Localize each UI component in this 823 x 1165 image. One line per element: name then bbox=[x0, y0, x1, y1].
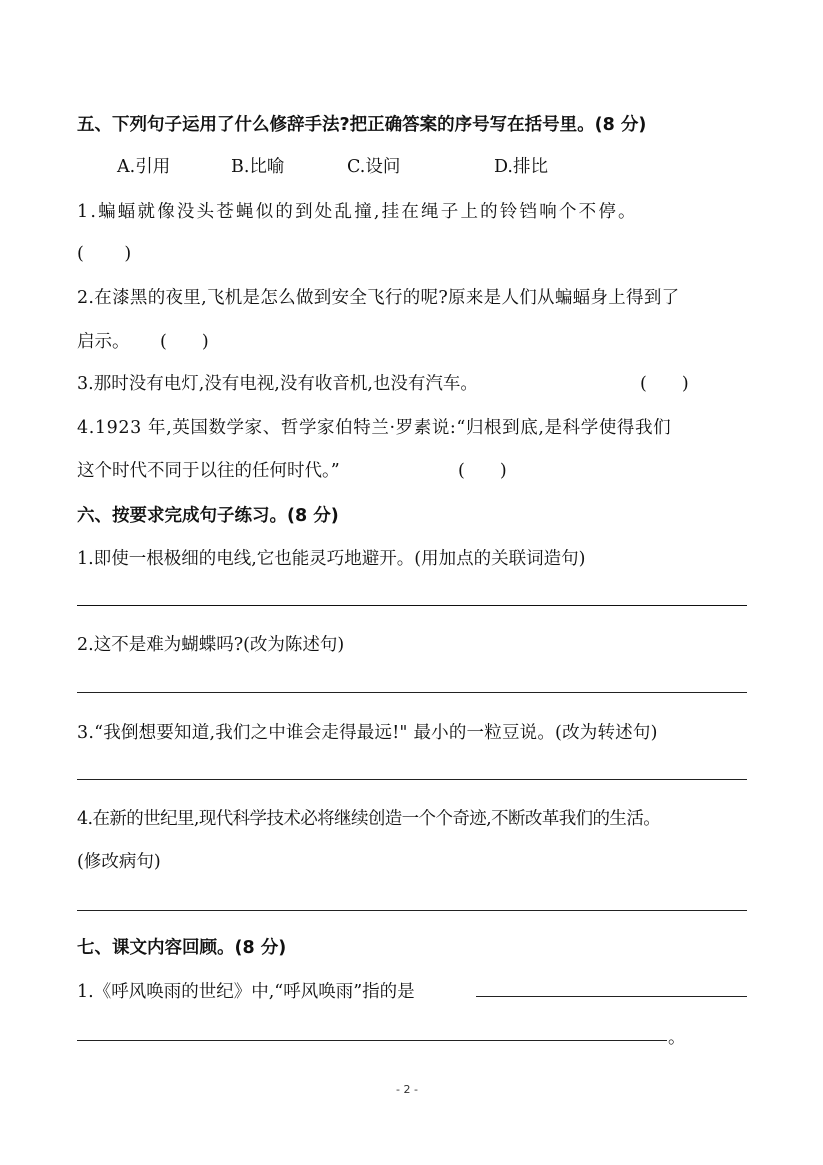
s5-question-1: 1.蝙蝠就像没头苍蝇似的到处乱撞,挂在绳子上的铃铛响个不停。 bbox=[77, 202, 638, 222]
s5-question-2-line2: 启示。 bbox=[77, 332, 130, 352]
s6-question-1: 1.即使一根极细的电线,它也能灵巧地避开。(用加点的关联词造句) bbox=[77, 549, 586, 569]
s5-q4-answer-blank[interactable]: ( ) bbox=[458, 461, 507, 481]
s6-q2-answer-line[interactable] bbox=[77, 692, 747, 693]
option-a: A.引用 bbox=[117, 157, 171, 177]
s5-q2-answer-blank[interactable]: ( ) bbox=[160, 332, 209, 352]
s6-question-4-line1: 4.在新的世纪里,现代科学技术必将继续创造一个个奇迹,不断改革我们的生活。 bbox=[77, 809, 661, 829]
s5-question-4-line1: 4.1923 年,英国数学家、哲学家伯特兰·罗素说:“归根到底,是科学使得我们 bbox=[77, 418, 672, 438]
s5-question-4-line2: 这个时代不同于以往的任何时代。” bbox=[77, 461, 340, 481]
section-6-heading: 六、按要求完成句子练习。(8 分) bbox=[77, 506, 339, 526]
s5-question-3: 3.那时没有电灯,没有电视,没有收音机,也没有汽车。 bbox=[77, 374, 478, 394]
section-5-heading: 五、下列句子运用了什么修辞手法?把正确答案的序号写在括号里。(8 分) bbox=[77, 115, 647, 135]
s6-question-3: 3.“我倒想要知道,我们之中谁会走得最远!" 最小的一粒豆说。(改为转述句) bbox=[77, 723, 658, 743]
s5-q1-answer-blank[interactable]: ( ) bbox=[77, 244, 132, 264]
s7-q1-answer-line-1[interactable] bbox=[476, 996, 747, 997]
s7-q1-answer-line-2[interactable] bbox=[77, 1040, 667, 1041]
s7-question-1: 1.《呼风唤雨的世纪》中,“呼风唤雨”指的是 bbox=[77, 982, 415, 1002]
option-b: B.比喻 bbox=[231, 157, 285, 177]
s6-q1-answer-line[interactable] bbox=[77, 605, 747, 606]
s6-q3-answer-line[interactable] bbox=[77, 779, 747, 780]
option-d: D.排比 bbox=[494, 157, 548, 177]
s6-question-4-line2: (修改病句) bbox=[77, 852, 161, 872]
s5-question-2-line1: 2.在漆黑的夜里,飞机是怎么做到安全飞行的呢?原来是人们从蝙蝠身上得到了 bbox=[77, 288, 680, 308]
s5-q3-answer-blank[interactable]: ( ) bbox=[640, 374, 689, 394]
s6-q4-answer-line[interactable] bbox=[77, 910, 747, 911]
s6-question-2: 2.这不是难为蝴蝶吗?(改为陈述句) bbox=[77, 635, 345, 655]
option-c: C.设问 bbox=[347, 157, 401, 177]
page-number: - 2 - bbox=[396, 1083, 418, 1096]
s7-q1-period: 。 bbox=[668, 1028, 686, 1048]
section-7-heading: 七、课文内容回顾。(8 分) bbox=[77, 938, 287, 958]
